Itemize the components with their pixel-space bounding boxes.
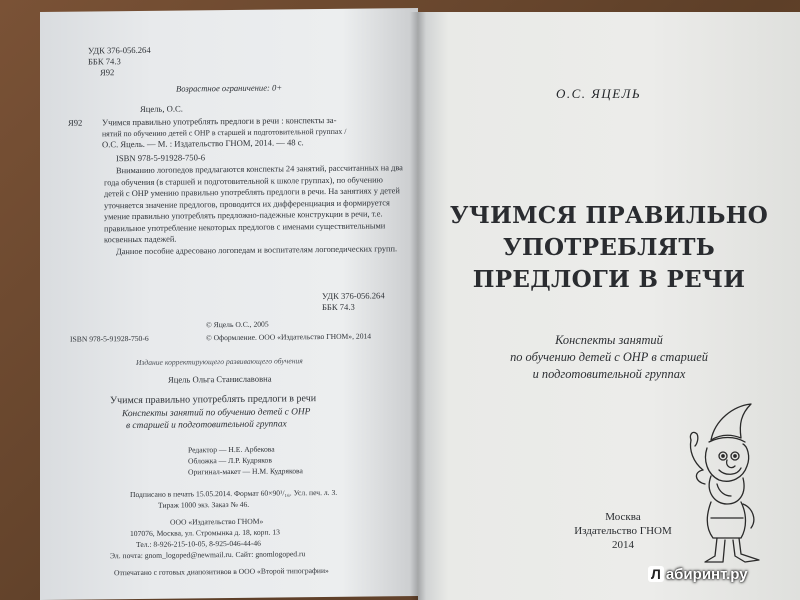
print-info-2: Тираж 1000 экз. Заказ № 46. — [158, 499, 250, 510]
annotation — [104, 162, 404, 257]
biblio-line-2: нятий по обучению детей с ОНР в старшей и подготовительной группах / — [102, 126, 347, 139]
title-line-1: УЧИМСЯ ПРАВИЛЬНО — [449, 202, 769, 229]
layout-credit: Оригинал-макет — Н.М. Кудрякова — [188, 466, 303, 477]
book-gutter — [410, 12, 426, 600]
shelf-code: Я92 — [100, 67, 115, 78]
title-line-2: УПОТРЕБЛЯТЬ — [502, 234, 716, 261]
printing-house: Отпечатано с готовых диапозитивов в ООО «Второй типографии» — [114, 565, 329, 578]
left-page-imprint — [40, 8, 418, 600]
age-limit: Возрастное ограничение: 0+ — [176, 82, 283, 94]
editor-credit: Редактор — Н.Е. Арбекова — [188, 444, 275, 455]
biblio-line-1: Учимся правильно употреблять предлоги в речи : конспекты за- — [102, 114, 337, 128]
copyright-design: © Оформление. ООО «Издательство ГНОМ», 2014 — [206, 331, 372, 343]
edition-note: Издание корректирующего развивающего обучения — [136, 356, 303, 367]
biblio-line-3: О.С. Яцель. — М. : Издательство ГНОМ, 2014. — 48 с. — [102, 137, 304, 150]
annotation-paragraph-1: Вниманию логопедов предлагаются конспекты 24 занятий, рассчитанных на два года обучения (в старшей и подготовительной к школе группах), по обучению детей с ОНР умению правильно употреблять предлоги в речи. На занятиях у детей уточняется значение предлогов, проводится их дифференциация и формируется умение правильно употреблять предложно-падежные конструкции в речи, т.е. правильное употребление некоторых предлогов с именами существительными косвенных падежей. — [104, 163, 403, 245]
imprint-publisher: Издательство ГНОМ — [574, 525, 672, 537]
watermark-text: абиринт.ру — [665, 566, 748, 583]
margin-code: Я92 — [68, 117, 83, 128]
subtitle-line-3: и подготовительной группах — [532, 367, 686, 381]
book-subtitle-2: в старшей и подготовительной группах — [126, 419, 287, 432]
imprint-city: Москва — [605, 511, 641, 523]
print-info-1: Подписано в печать 15.05.2014. Формат 60×90¹/₁₆. Усл. печ. л. 3. — [130, 487, 338, 500]
right-page-title — [418, 12, 800, 600]
imprint-year: 2014 — [612, 539, 634, 551]
labirint-watermark — [648, 566, 748, 583]
open-book — [40, 12, 800, 600]
isbn-top: ISBN 978-5-91928-750-6 — [116, 152, 206, 164]
gnome-drawing-icon — [681, 400, 767, 570]
bbk-top: ББК 74.3 — [88, 56, 121, 67]
publisher-address: 107076, Москва, ул. Стромынка д. 18, корп. 13 — [130, 527, 280, 539]
author-full-name: Яцель Ольга Станиславовна — [168, 373, 272, 385]
publisher-phones: Тел.: 8-926-215-10-05, 8-925-046-44-46 — [136, 538, 261, 549]
bbk-bottom: ББК 74.3 — [322, 301, 355, 313]
udk-top: УДК 376-056.264 — [88, 44, 151, 56]
copyright-author: © Яцель О.С., 2005 — [206, 319, 269, 330]
subtitle-line-2: по обучению детей с ОНР в старшей — [510, 350, 708, 364]
subtitle-line-1: Конспекты занятий — [555, 333, 663, 347]
publisher-email: Эл. почта: gnom_logoped@newmail.ru. Сайт: gnomlogoped.ru — [110, 549, 306, 561]
annotation-paragraph-2: Данное пособие адресовано логопедам и воспитателям логопедических групп. — [116, 243, 398, 256]
title-page-author: О.С. ЯЦЕЛЬ — [556, 86, 642, 101]
udk-bottom: УДК 376-056.264 — [322, 290, 385, 302]
publisher-imprint: ООО «Издательство ГНОМ» — [170, 516, 264, 527]
book-subtitle-1: Конспекты занятий по обучению детей с ОНР — [122, 407, 311, 420]
author-heading: Яцель, О.С. — [140, 103, 183, 114]
cover-credit: Обложка — Л.Р. Кудряков — [188, 455, 272, 466]
watermark-badge: Л — [648, 566, 664, 582]
book-title-imprint: Учимся правильно употреблять предлоги в речи — [110, 393, 317, 407]
isbn-bottom: ISBN 978-5-91928-750-6 — [70, 333, 149, 344]
title-line-3: ПРЕДЛОГИ В РЕЧИ — [472, 266, 746, 293]
